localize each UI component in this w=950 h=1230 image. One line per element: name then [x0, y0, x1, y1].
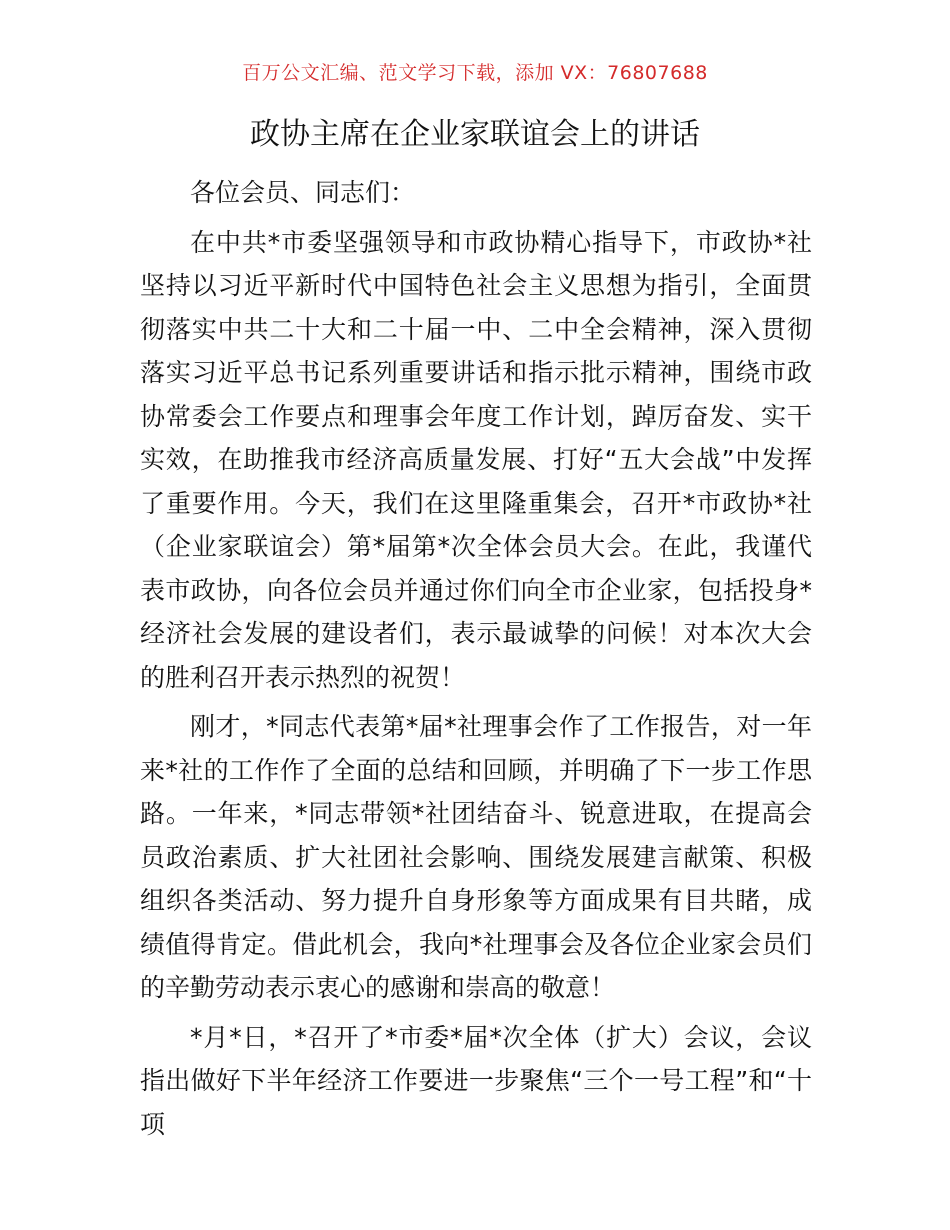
paragraph-1: 在中共*市委坚强领导和市政协精心指导下，市政协*社坚持以习近平新时代中国特色社会主义思想为指引，全面贯彻落实中共二十大和二十届一中、二中全会精神，深入贯彻落实习近平总书记系列重要讲话和指示批示精神，围绕市政协常委会工作要点和理事会年度工作计划，踔厉奋发、实干实效，在助推我市经济高质量发展、打好“五大会战”中发挥了重要作用。今天，我们在这里隆重集会，召开*市政协*社（企业家联谊会）第*届第*次全体会员大会。在此，我谨代表市政协，向各位会员并通过你们向全市企业家，包括投身*经济社会发展的建设者们，表示最诚挚的问候！对本次大会的胜利召开表示热烈的祝贺！ — [140, 227, 812, 692]
paragraph-2: 刚才，*同志代表第*届*社理事会作了工作报告，对一年来*社的工作作了全面的总结和回顾，并明确了下一步工作思路。一年来，*同志带领*社团结奋斗、锐意进取，在提高会员政治素质、扩大社团社会影响、围绕发展建言献策、积极组织各类活动、努力提升自身形象等方面成果有目共睹，成绩值得肯定。借此机会，我向*社理事会及各位企业家会员们的辛勤劳动表示衷心的感谢和崇高的敬意！ — [140, 712, 812, 1002]
paragraph-3: *月*日，*召开了*市委*届*次全体（扩大）会议，会议指出做好下半年经济工作要进一步聚焦“三个一号工程”和“十项 — [140, 1022, 812, 1139]
salutation: 各位会员、同志们： — [190, 178, 416, 207]
watermark-text: 百万公文汇编、范文学习下载，添加 VX：76807688 — [242, 62, 708, 84]
document-body — [140, 171, 812, 1152]
document-title: 政协主席在企业家联谊会上的讲话 — [250, 117, 700, 152]
